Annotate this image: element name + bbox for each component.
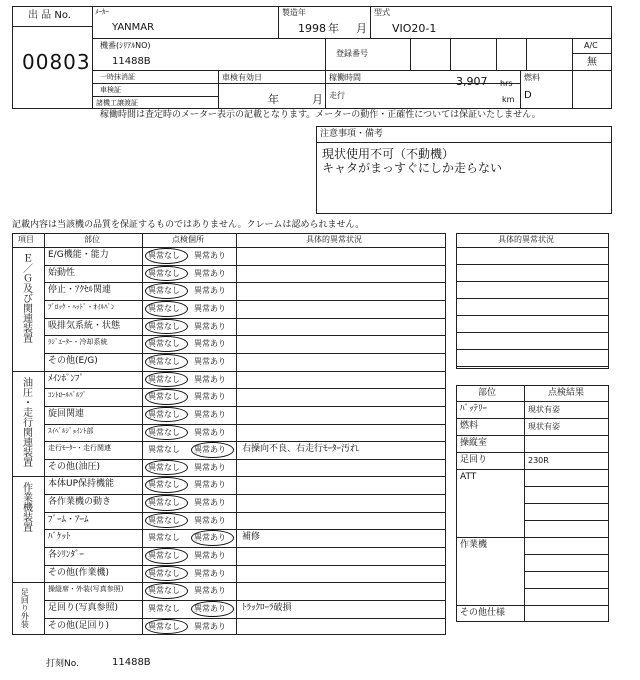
right-part-label: 作業機 [460, 540, 488, 550]
ok-option[interactable]: 異常なし [148, 303, 180, 313]
ng-option[interactable]: 異常あり [194, 445, 226, 455]
ok-selected-circle [145, 477, 188, 493]
ok-option[interactable]: 異常なし [148, 621, 180, 631]
ok-option[interactable]: 異常なし [148, 268, 180, 278]
inspection-year-unit: 年 [268, 93, 279, 106]
maker-value: YANMAR [112, 22, 155, 33]
right-result-value: 現状有姿 [528, 422, 560, 431]
part-label: 各ｼﾘﾝﾀﾞｰ [48, 550, 85, 561]
detail-text: 右操向不良、右走行ﾓｰﾀｰ汚れ [242, 444, 360, 455]
ok-selected-circle [145, 266, 188, 282]
ok-option[interactable]: 異常なし [148, 409, 180, 419]
ok-option[interactable]: 異常なし [148, 251, 180, 260]
hours-disclaimer: 稼働時間は査定時のメーター表示の記載となります。メーターの動作・正確性については保証いたしません。 [100, 110, 541, 120]
ok-selected-circle [145, 354, 188, 370]
ng-option[interactable]: 異常あり [194, 268, 226, 278]
right-result-value: 現状有姿 [528, 405, 560, 414]
hours-label: 稼働時間 [329, 73, 361, 82]
right-part-label: 燃料 [460, 421, 479, 431]
ok-selected-circle [145, 389, 188, 405]
month-unit: 月 [356, 22, 367, 35]
serial-label: 機番(ｼﾘｱﾙNO) [100, 41, 151, 50]
part-label: ﾗｼﾞｴｰﾀｰ・冷却系統 [48, 338, 108, 347]
right-part-label: ATT [460, 472, 477, 482]
ng-option[interactable]: 異常あり [194, 303, 226, 313]
lot-label: 出 品 No. [28, 10, 71, 21]
ok-option[interactable]: 異常なし [148, 427, 180, 437]
right-part-label: ﾊﾞｯﾃﾘｰ [460, 404, 488, 414]
ok-option[interactable]: 異常なし [148, 498, 180, 508]
notes-label: 注意事項・備考 [320, 129, 384, 139]
hours-unit: hrs [500, 79, 513, 88]
ok-selected-circle [145, 336, 188, 352]
maker-label: ﾒｰｶｰ [95, 8, 109, 16]
stamp-value: 11488B [112, 657, 151, 668]
ok-selected-circle [145, 283, 188, 299]
model-label: 型式 [374, 8, 390, 17]
ng-selected-circle [191, 530, 234, 546]
hours-value: 3,907 [456, 75, 488, 88]
part-label: ﾒｲﾝﾎﾟﾝﾌﾟ [48, 373, 85, 384]
ok-selected-circle [145, 248, 188, 264]
ng-option[interactable]: 異常あり [194, 251, 226, 260]
fuel-value: D [524, 90, 532, 101]
temp-permit-label: 一時抹消証 [100, 73, 135, 81]
fuel-label: 燃料 [524, 73, 540, 82]
ac-label: A/C [584, 41, 598, 50]
reg-label: 登録番号 [336, 49, 368, 58]
col-check-header: 点検個所 [172, 235, 204, 244]
part-label: 走行ﾓｰﾀｰ・走行関連 [48, 444, 111, 453]
ng-option[interactable]: 異常あり [194, 515, 226, 525]
ng-option[interactable]: 異常あり [194, 533, 226, 543]
part-label: 操縦席・外装(写真参照) [48, 585, 124, 594]
ng-option[interactable]: 異常あり [194, 321, 226, 331]
ng-option[interactable]: 異常あり [194, 356, 226, 366]
year-value: 1998 [298, 22, 326, 35]
inspection-month-unit: 月 [312, 93, 323, 106]
part-label: ｽｲﾍﾞﾙｼﾞｮｲﾝﾄ部 [48, 426, 94, 435]
ng-option[interactable]: 異常あり [194, 568, 226, 578]
quality-disclaimer: 記載内容は当該機の品質を保証するものではありません。クレームは認められません。 [12, 220, 365, 230]
km-unit: km [502, 95, 515, 104]
ok-option[interactable]: 異常なし [148, 480, 180, 490]
right-part-label: 操縦室 [460, 438, 488, 448]
part-header: 部位 [478, 388, 497, 398]
ok-option[interactable]: 異常なし [148, 339, 180, 349]
ng-option[interactable]: 異常あり [194, 621, 226, 631]
ng-option[interactable]: 異常あり [194, 427, 226, 437]
col-part-header: 部位 [84, 235, 100, 244]
ok-selected-circle [145, 301, 188, 317]
run-label: 走行 [329, 91, 345, 100]
part-label: 足回り(写真参照) [48, 603, 119, 613]
ng-option[interactable]: 異常あり [194, 480, 226, 490]
ok-option[interactable]: 異常なし [148, 568, 180, 578]
ok-option[interactable]: 異常なし [148, 533, 180, 543]
part-label: 旋回関連 [48, 408, 85, 419]
part-label: 始動性 [48, 267, 76, 278]
ok-option[interactable]: 異常なし [148, 356, 180, 366]
ok-selected-circle [145, 425, 188, 441]
year-unit: 年 [328, 22, 339, 35]
ok-selected-circle [145, 583, 188, 599]
right-part-label: 足回り [460, 455, 488, 465]
ok-option[interactable]: 異常なし [148, 374, 180, 384]
stamp-label: 打刻No. [46, 659, 79, 669]
ng-selected-circle [191, 442, 234, 458]
model-value: VIO20-1 [392, 22, 437, 35]
group-label: Ｅ／Ｇ及び関連装置 [20, 253, 32, 343]
ok-option[interactable]: 異常なし [148, 392, 180, 402]
ok-selected-circle [145, 372, 188, 388]
part-label: その他(作業機) [48, 567, 110, 578]
ok-selected-circle [145, 319, 188, 335]
part-label: ﾌﾞｰﾑ・ｱｰﾑ [48, 514, 89, 525]
ng-option[interactable]: 異常あり [194, 498, 226, 508]
part-label: 吸排気系統・状態 [48, 320, 121, 331]
ok-option[interactable]: 異常なし [148, 286, 180, 296]
part-label: 停止・ｱｸｾﾙ関連 [48, 285, 112, 296]
part-label: ｺﾝﾄﾛｰﾙﾊﾞﾙﾌﾞ [48, 391, 87, 400]
col-item-header: 項目 [18, 235, 34, 244]
notes-line1: 現状使用不可（不動機） [322, 147, 455, 161]
ng-selected-circle [191, 601, 234, 617]
ok-option[interactable]: 異常なし [148, 445, 180, 455]
ok-option[interactable]: 異常なし [148, 321, 180, 331]
ng-option[interactable]: 異常あり [194, 462, 226, 472]
work-cert-label: 諸機工譲渡証 [96, 99, 138, 107]
right-detail-header: 具体的異常状況 [498, 235, 554, 244]
inspection-valid-label: 車検有効日 [222, 73, 262, 82]
lot-number: 00803 [22, 50, 91, 74]
ng-option[interactable]: 異常あり [194, 374, 226, 384]
ac-value: 無 [587, 57, 597, 68]
ng-option[interactable]: 異常あり [194, 604, 226, 613]
part-label: 本体UP保持機能 [48, 479, 115, 490]
inspection-cert-label: 車検証 [100, 86, 121, 94]
ng-option[interactable]: 異常あり [194, 551, 226, 561]
ng-option[interactable]: 異常あり [194, 586, 226, 596]
part-label: E/G機能・能力 [48, 250, 109, 260]
ok-option[interactable]: 異常なし [148, 604, 180, 613]
group-label: 作業機装置 [20, 482, 32, 533]
part-label: その他(足回り) [48, 620, 110, 631]
ok-selected-circle [145, 548, 188, 564]
right-part-label: その他仕様 [460, 608, 506, 618]
part-label: その他(E/G) [48, 355, 98, 366]
ng-option[interactable]: 異常あり [194, 339, 226, 349]
ok-option[interactable]: 異常なし [148, 586, 180, 596]
ng-option[interactable]: 異常あり [194, 286, 226, 296]
part-label: ﾊﾞｹｯﾄ [48, 532, 71, 543]
ok-option[interactable]: 異常なし [148, 462, 180, 472]
group-label: 足回り外装 [20, 588, 30, 629]
right-result-value: 230R [528, 456, 549, 465]
ok-option[interactable]: 異常なし [148, 551, 180, 561]
part-label: ﾌﾞﾛｯｸ・ﾍｯﾄﾞ・ｵｲﾙﾊﾟﾝ [48, 302, 115, 311]
year-label: 製造年 [282, 8, 306, 17]
ng-option[interactable]: 異常あり [194, 392, 226, 402]
serial-value: 11488B [112, 56, 151, 67]
detail-text: ﾄﾗｯｸﾛｰﾗ破損 [242, 603, 292, 613]
ok-selected-circle [145, 495, 188, 511]
notes-line2: キャタがまっすぐにしか走らない [322, 161, 503, 175]
ok-selected-circle [145, 619, 188, 635]
part-label: 各作業機の動き [48, 497, 112, 508]
group-label: 油圧・走行関連装置 [20, 376, 32, 467]
ok-option[interactable]: 異常なし [148, 515, 180, 525]
result-header: 点検結果 [548, 388, 585, 398]
col-detail-header: 具体的異常状況 [306, 235, 362, 244]
part-label: その他(油圧) [48, 461, 101, 472]
detail-text: 補修 [242, 532, 261, 543]
ng-option[interactable]: 異常あり [194, 409, 226, 419]
